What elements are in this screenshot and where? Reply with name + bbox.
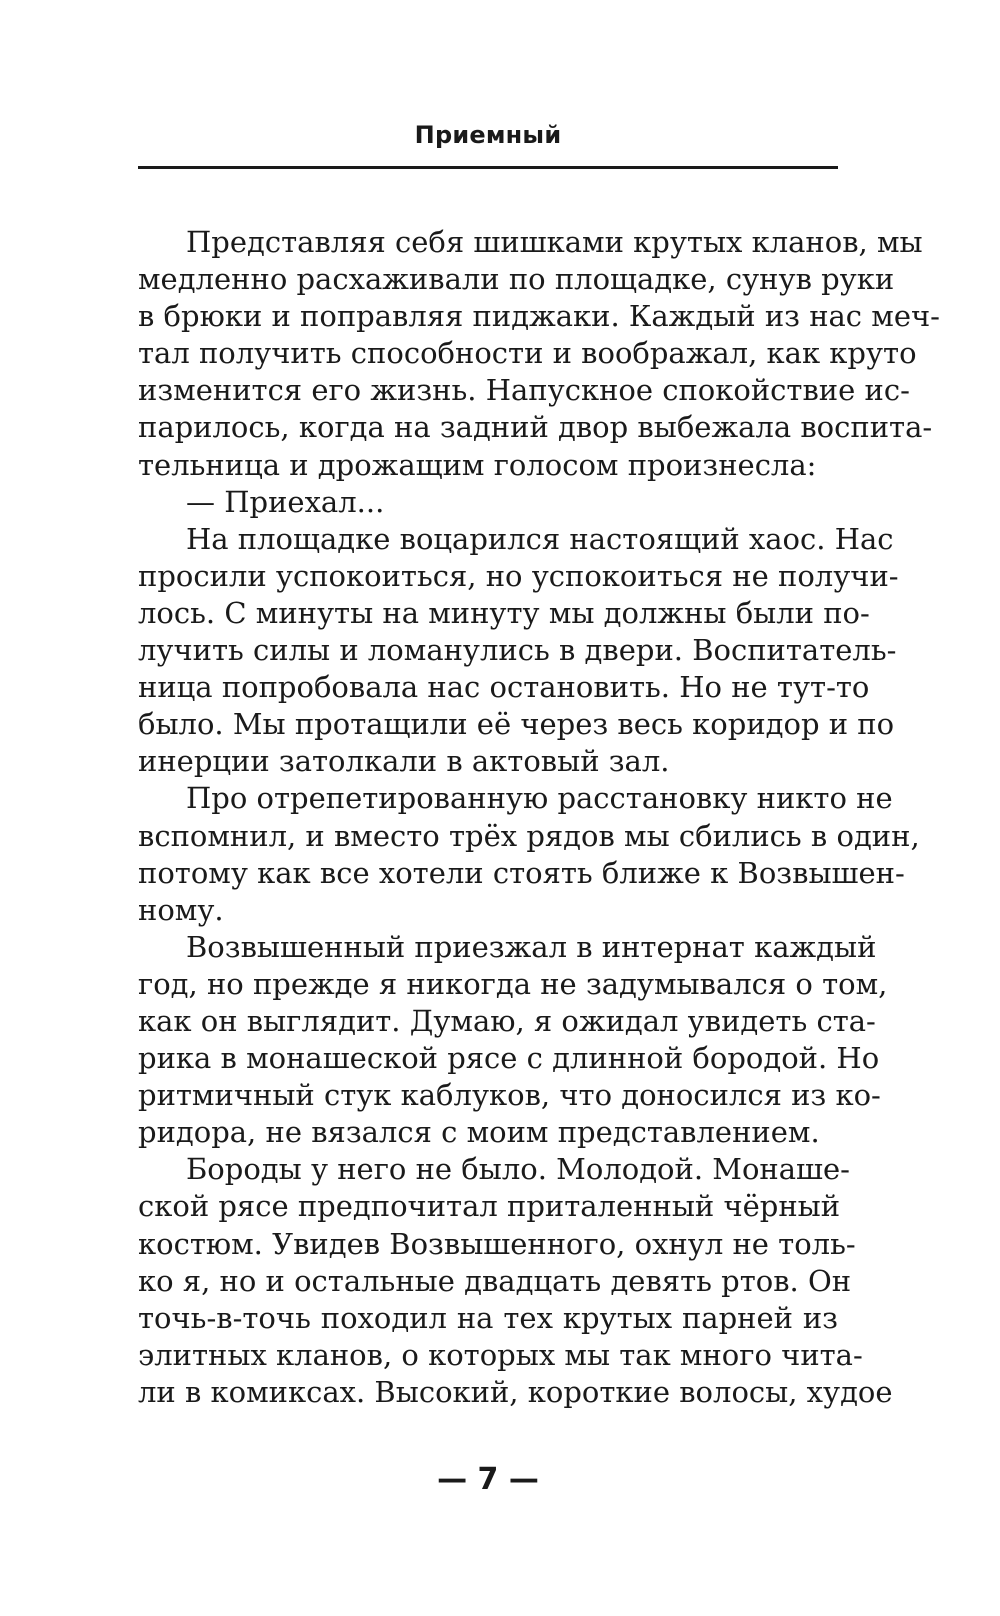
text-line: ли в комиксах. Высокий, короткие волосы, худое	[138, 1374, 893, 1409]
text-line: тал получить способности и воображал, как круто	[138, 336, 917, 371]
text-line: изменится его жизнь. Напускное спокойствие ис-	[138, 373, 910, 408]
text-line: костюм. Увидев Возвышенного, охнул не толь-	[138, 1226, 856, 1261]
text-line: вспомнил, и вместо трёх рядов мы сбились в один,	[138, 818, 920, 853]
header-rule	[138, 166, 838, 169]
text-line: ской рясе предпочитал приталенный чёрный	[138, 1189, 841, 1224]
text-line: тельница и дрожащим голосом произнесла:	[138, 447, 817, 482]
paragraph	[138, 224, 940, 484]
text-line: точь-в-точь походил на тех крутых парней из	[138, 1300, 838, 1335]
text-line: ному.	[138, 892, 224, 927]
paragraph	[138, 1151, 893, 1411]
text-line: На площадке воцарился настоящий хаос. Нас	[186, 521, 894, 556]
text-line: в брюки и поправляя пиджаки. Каждый из нас меч-	[138, 299, 940, 334]
page-number: — 7 —	[437, 1462, 539, 1497]
running-header: Приемный	[414, 121, 562, 149]
text-line: инерции затолкали в актовый зал.	[138, 744, 670, 779]
text-line: Представляя себя шишками крутых кланов, мы	[186, 225, 923, 259]
paragraph	[138, 929, 888, 1152]
text-line: ритмичный стук каблуков, что доносился из ко-	[138, 1078, 881, 1113]
text-line: парилось, когда на задний двор выбежала воспита-	[138, 410, 933, 445]
text-line: потому как все хотели стоять ближе к Возвышен-	[138, 855, 905, 890]
text-line: как он выглядит. Думаю, я ожидал увидеть ста-	[138, 1003, 876, 1038]
text-line: ко я, но и остальные двадцать девять ртов. Он	[138, 1263, 852, 1298]
text-line: год, но прежде я никогда не задумывался о том,	[138, 966, 888, 1001]
text-line: Бороды у него не было. Молодой. Монаше-	[186, 1152, 850, 1187]
text-line: рика в монашеской рясе с длинной бородой. Но	[138, 1041, 880, 1076]
body-text	[138, 224, 940, 1411]
text-line: просили успокоиться, но успокоиться не получи-	[138, 558, 899, 593]
paragraph	[138, 484, 838, 521]
text-line: ница попробовала нас остановить. Но не тут-то	[138, 670, 870, 705]
text-line: — Приехал...	[186, 484, 385, 519]
paragraph	[138, 521, 899, 781]
text-line: ридора, не вязался с моим представлением.	[138, 1115, 820, 1150]
text-line: Про отрепетированную расстановку никто не	[186, 781, 893, 816]
text-line: лучить силы и ломанулись в двери. Воспитатель-	[138, 633, 897, 668]
text-line: Возвышенный приезжал в интернат каждый	[186, 929, 877, 964]
text-line: было. Мы протащили её через весь коридор и по	[138, 707, 895, 742]
paragraph	[138, 780, 920, 928]
text-line: лось. С минуты на минуту мы должны были по-	[138, 595, 870, 630]
text-line: элитных кланов, о которых мы так много чита-	[138, 1337, 863, 1372]
text-line: медленно расхаживали по площадке, сунув руки	[138, 262, 895, 297]
